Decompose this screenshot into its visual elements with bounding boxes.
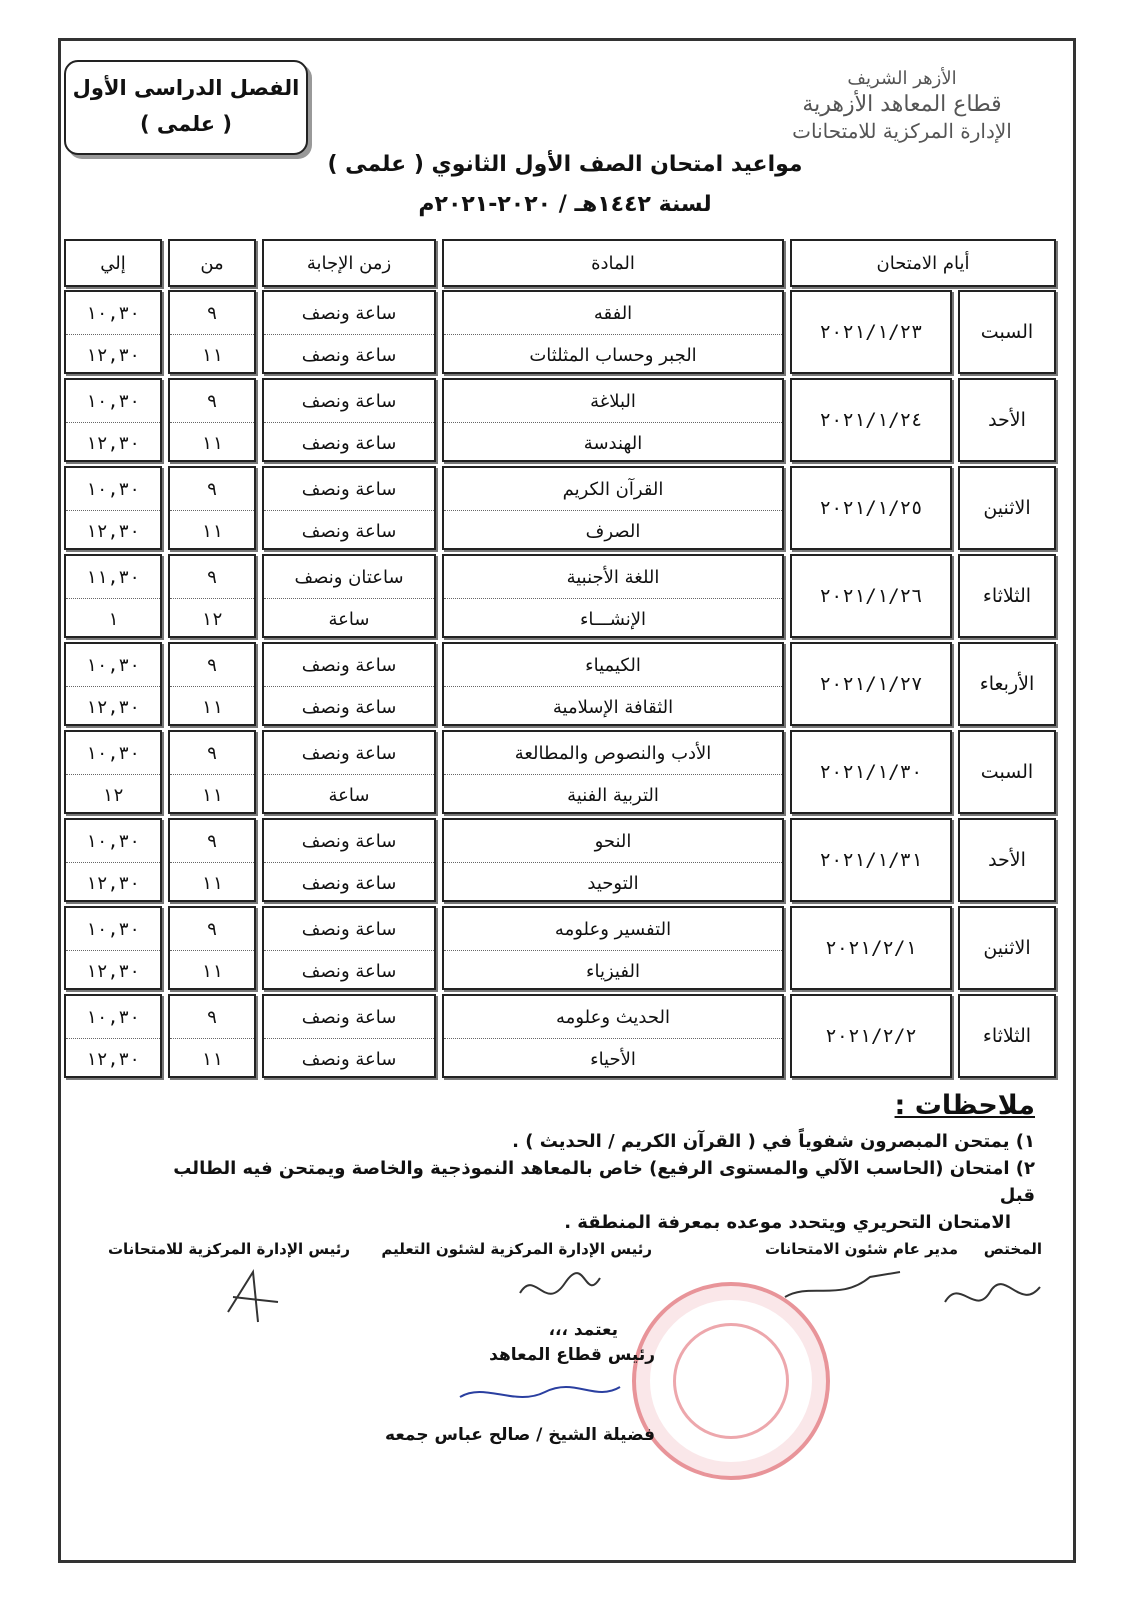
approval-label: يعتمد ،،،: [548, 1320, 618, 1340]
exam-date: ٢٠٢١/١/٢٤: [819, 409, 923, 431]
signature-specialist: المختص: [983, 1240, 1042, 1258]
from-value: ١١: [201, 872, 223, 894]
to-cell: [64, 554, 162, 638]
subject-value: الإنشـــاء: [579, 608, 647, 630]
subject-value: القرآن الكريم: [444, 468, 782, 511]
subject-value: التوحيد: [587, 872, 639, 894]
duration-value: ساعة ونصف: [264, 996, 434, 1039]
subject-value: الأحياء: [590, 1048, 636, 1070]
date-cell: [790, 290, 952, 374]
duration-cell: [262, 818, 436, 902]
organization-header: [752, 66, 1052, 144]
duration-cell: [262, 290, 436, 374]
from-cell: [168, 994, 256, 1078]
day-name: الاثنين: [983, 497, 1031, 519]
exam-date: ٢٠٢١/١/٢٧: [819, 673, 923, 695]
day-cell: [958, 994, 1056, 1078]
day-block: [64, 290, 1059, 374]
to-value: ١٢,٣٠: [85, 1048, 141, 1070]
day-name: الأحد: [988, 849, 1026, 871]
to-cell: [64, 642, 162, 726]
header-duration: زمن الإجابة: [262, 239, 436, 287]
day-name: السبت: [980, 761, 1034, 783]
signature-exams-head: رئيس الإدارة المركزية للامتحانات: [107, 1240, 350, 1258]
day-block: [64, 730, 1059, 814]
duration-cell: [262, 730, 436, 814]
date-cell: [790, 818, 952, 902]
notes-list: [135, 1128, 1035, 1236]
date-cell: [790, 554, 952, 638]
duration-value: ساعة ونصف: [264, 468, 434, 511]
subject-value: التربية الفنية: [567, 784, 659, 806]
stamp-emblem: [673, 1323, 789, 1439]
handwritten-signature-education: [515, 1268, 605, 1313]
day-name: الثلاثاء: [982, 585, 1032, 607]
exam-date: ٢٠٢١/١/٢٥: [819, 497, 923, 519]
sector-head-title: رئيس قطاع المعاهد: [489, 1345, 655, 1365]
from-value: ١١: [201, 784, 223, 806]
subject-cell: [442, 378, 784, 462]
from-value: ٩: [170, 996, 254, 1039]
from-cell: [168, 466, 256, 550]
header-days: أيام الامتحان: [790, 239, 1056, 287]
subject-cell: [442, 906, 784, 990]
subject-value: الأدب والنصوص والمطالعة: [444, 732, 782, 775]
exam-date: ٢٠٢١/١/٢٦: [819, 585, 923, 607]
to-value: ١٠,٣٠: [66, 468, 160, 511]
term-branch: ( علمى ): [139, 112, 233, 136]
official-stamp: [632, 1282, 830, 1480]
day-name: الثلاثاء: [982, 1025, 1032, 1047]
day-name: الاثنين: [983, 937, 1031, 959]
duration-value: ساعة ونصف: [264, 732, 434, 775]
duration-value: ساعة ونصف: [264, 908, 434, 951]
sheikh-name: فضيلة الشيخ / صالح عباس جمعه: [385, 1425, 655, 1445]
subject-cell: [442, 994, 784, 1078]
to-value: ١٢: [102, 784, 124, 806]
from-value: ٩: [170, 644, 254, 687]
day-block: [64, 906, 1059, 990]
day-cell: [958, 466, 1056, 550]
subject-cell: [442, 290, 784, 374]
to-value: ١: [107, 608, 119, 630]
from-value: ١١: [201, 696, 223, 718]
duration-value: ساعة ونصف: [301, 1048, 397, 1070]
from-value: ٩: [170, 380, 254, 423]
from-value: ١١: [201, 520, 223, 542]
handwritten-signature-specialist: [940, 1272, 1050, 1322]
to-cell: [64, 466, 162, 550]
day-cell: [958, 290, 1056, 374]
notes-title: ملاحظات :: [894, 1090, 1035, 1121]
date-cell: [790, 378, 952, 462]
subject-cell: [442, 642, 784, 726]
from-value: ٩: [170, 820, 254, 863]
day-cell: [958, 378, 1056, 462]
to-value: ١٠,٣٠: [66, 908, 160, 951]
to-value: ١٢,٣٠: [85, 432, 141, 454]
duration-value: ساعة ونصف: [264, 380, 434, 423]
day-block: [64, 466, 1059, 550]
day-block: [64, 554, 1059, 638]
duration-value: ساعة ونصف: [264, 644, 434, 687]
from-value: ٩: [170, 292, 254, 335]
exam-date: ٢٠٢١/١/٣١: [819, 849, 923, 871]
exam-date: ٢٠٢١/١/٢٣: [819, 321, 923, 343]
subject-value: الهندسة: [583, 432, 643, 454]
from-cell: [168, 906, 256, 990]
exam-date: ٢٠٢١/١/٣٠: [819, 761, 923, 783]
subject-value: الثقافة الإسلامية: [552, 696, 674, 718]
day-cell: [958, 554, 1056, 638]
subject-value: الصرف: [585, 520, 641, 542]
term-box: [64, 60, 308, 155]
note-item: ٢) امتحان (الحاسب الآلي والمستوى الرفيع) خاص بالمعاهد النموذجية والخاصة ويمتحن فيه الطالب قبل: [173, 1158, 1035, 1206]
subject-cell: [442, 818, 784, 902]
from-value: ٩: [170, 468, 254, 511]
exam-schedule-table: [64, 239, 1059, 1082]
to-cell: [64, 818, 162, 902]
handwritten-date-note: [455, 1372, 625, 1422]
duration-value: ساعة ونصف: [301, 696, 397, 718]
handwritten-signature-director: [780, 1262, 910, 1312]
duration-value: ساعة ونصف: [301, 872, 397, 894]
from-value: ١١: [201, 344, 223, 366]
to-value: ١٠,٣٠: [66, 644, 160, 687]
exam-date: ٢٠٢١/٢/٢: [825, 1025, 917, 1047]
from-cell: [168, 290, 256, 374]
from-cell: [168, 730, 256, 814]
subject-value: التفسير وعلومه: [444, 908, 782, 951]
to-value: ١٠,٣٠: [66, 996, 160, 1039]
day-block: [64, 818, 1059, 902]
subject-value: النحو: [444, 820, 782, 863]
subject-cell: [442, 466, 784, 550]
duration-cell: [262, 642, 436, 726]
duration-value: ساعة: [328, 784, 370, 806]
from-cell: [168, 818, 256, 902]
to-value: ١٠,٣٠: [66, 380, 160, 423]
subject-value: اللغة الأجنبية: [444, 556, 782, 599]
from-value: ١١: [201, 432, 223, 454]
duration-value: ساعة ونصف: [264, 820, 434, 863]
subject-value: الجبر وحساب المثلثات: [529, 344, 697, 366]
date-cell: [790, 466, 952, 550]
date-cell: [790, 730, 952, 814]
date-cell: [790, 906, 952, 990]
duration-value: ساعة ونصف: [264, 292, 434, 335]
duration-cell: [262, 554, 436, 638]
signature-exams-director: مدير عام شئون الامتحانات: [764, 1240, 958, 1258]
day-cell: [958, 818, 1056, 902]
duration-value: ساعة ونصف: [301, 520, 397, 542]
duration-value: ساعتان ونصف: [264, 556, 434, 599]
duration-cell: [262, 378, 436, 462]
header-subject: المادة: [442, 239, 784, 287]
duration-cell: [262, 466, 436, 550]
handwritten-signature-exams-head: [218, 1262, 288, 1332]
duration-value: ساعة ونصف: [301, 960, 397, 982]
day-name: الأحد: [988, 409, 1026, 431]
to-cell: [64, 994, 162, 1078]
header-to: إلي: [64, 239, 162, 287]
day-cell: [958, 642, 1056, 726]
day-block: [64, 642, 1059, 726]
day-name: الأربعاء: [979, 673, 1035, 695]
note-item: ١) يمتحن المبصرون شفوياً في ( القرآن الكريم / الحديث ) .: [512, 1131, 1035, 1152]
subject-value: الكيمياء: [444, 644, 782, 687]
from-value: ٩: [170, 556, 254, 599]
to-value: ١٢,٣٠: [85, 520, 141, 542]
subject-value: الفيزياء: [586, 960, 640, 982]
day-block: [64, 378, 1059, 462]
note-item: الامتحان التحريري ويتحدد موعده بمعرفة المنطقة .: [564, 1212, 1011, 1233]
to-value: ١٠,٣٠: [66, 292, 160, 335]
duration-value: ساعة ونصف: [301, 344, 397, 366]
duration-cell: [262, 994, 436, 1078]
from-value: ٩: [170, 908, 254, 951]
subject-cell: [442, 554, 784, 638]
subject-cell: [442, 730, 784, 814]
subject-value: البلاغة: [444, 380, 782, 423]
date-cell: [790, 642, 952, 726]
signature-education-head: رئيس الإدارة المركزية لشئون التعليم: [381, 1240, 652, 1258]
from-value: ١٢: [201, 608, 223, 630]
to-value: ١٢,٣٠: [85, 696, 141, 718]
from-value: ٩: [170, 732, 254, 775]
to-value: ١٠,٣٠: [66, 820, 160, 863]
to-value: ١٢,٣٠: [85, 872, 141, 894]
day-cell: [958, 730, 1056, 814]
to-cell: [64, 730, 162, 814]
duration-cell: [262, 906, 436, 990]
org-line-3: الإدارة المركزية للامتحانات: [792, 119, 1012, 143]
from-cell: [168, 642, 256, 726]
term-label: الفصل الدراسى الأول: [72, 76, 300, 100]
to-value: ١٢,٣٠: [85, 960, 141, 982]
duration-value: ساعة ونصف: [301, 432, 397, 454]
day-name: السبت: [980, 321, 1034, 343]
to-value: ١٠,٣٠: [66, 732, 160, 775]
from-value: ١١: [201, 960, 223, 982]
from-cell: [168, 378, 256, 462]
to-value: ١٢,٣٠: [85, 344, 141, 366]
subject-value: الفقه: [444, 292, 782, 335]
day-block: [64, 994, 1059, 1078]
subject-value: الحديث وعلومه: [444, 996, 782, 1039]
page-title: مواعيد امتحان الصف الأول الثانوي ( علمى ): [327, 152, 803, 177]
to-cell: [64, 378, 162, 462]
page-subtitle-year: لسنة ١٤٤٢هـ / ٢٠٢٠-٢٠٢١م: [418, 192, 712, 217]
date-cell: [790, 994, 952, 1078]
from-cell: [168, 554, 256, 638]
exam-date: ٢٠٢١/٢/١: [825, 937, 917, 959]
day-cell: [958, 906, 1056, 990]
org-line-1: الأزهر الشريف: [847, 68, 957, 89]
duration-value: ساعة: [328, 608, 370, 630]
header-from: من: [168, 239, 256, 287]
from-value: ١١: [201, 1048, 223, 1070]
to-cell: [64, 906, 162, 990]
to-value: ١١,٣٠: [66, 556, 160, 599]
to-cell: [64, 290, 162, 374]
org-line-2: قطاع المعاهد الأزهرية: [802, 92, 1002, 117]
